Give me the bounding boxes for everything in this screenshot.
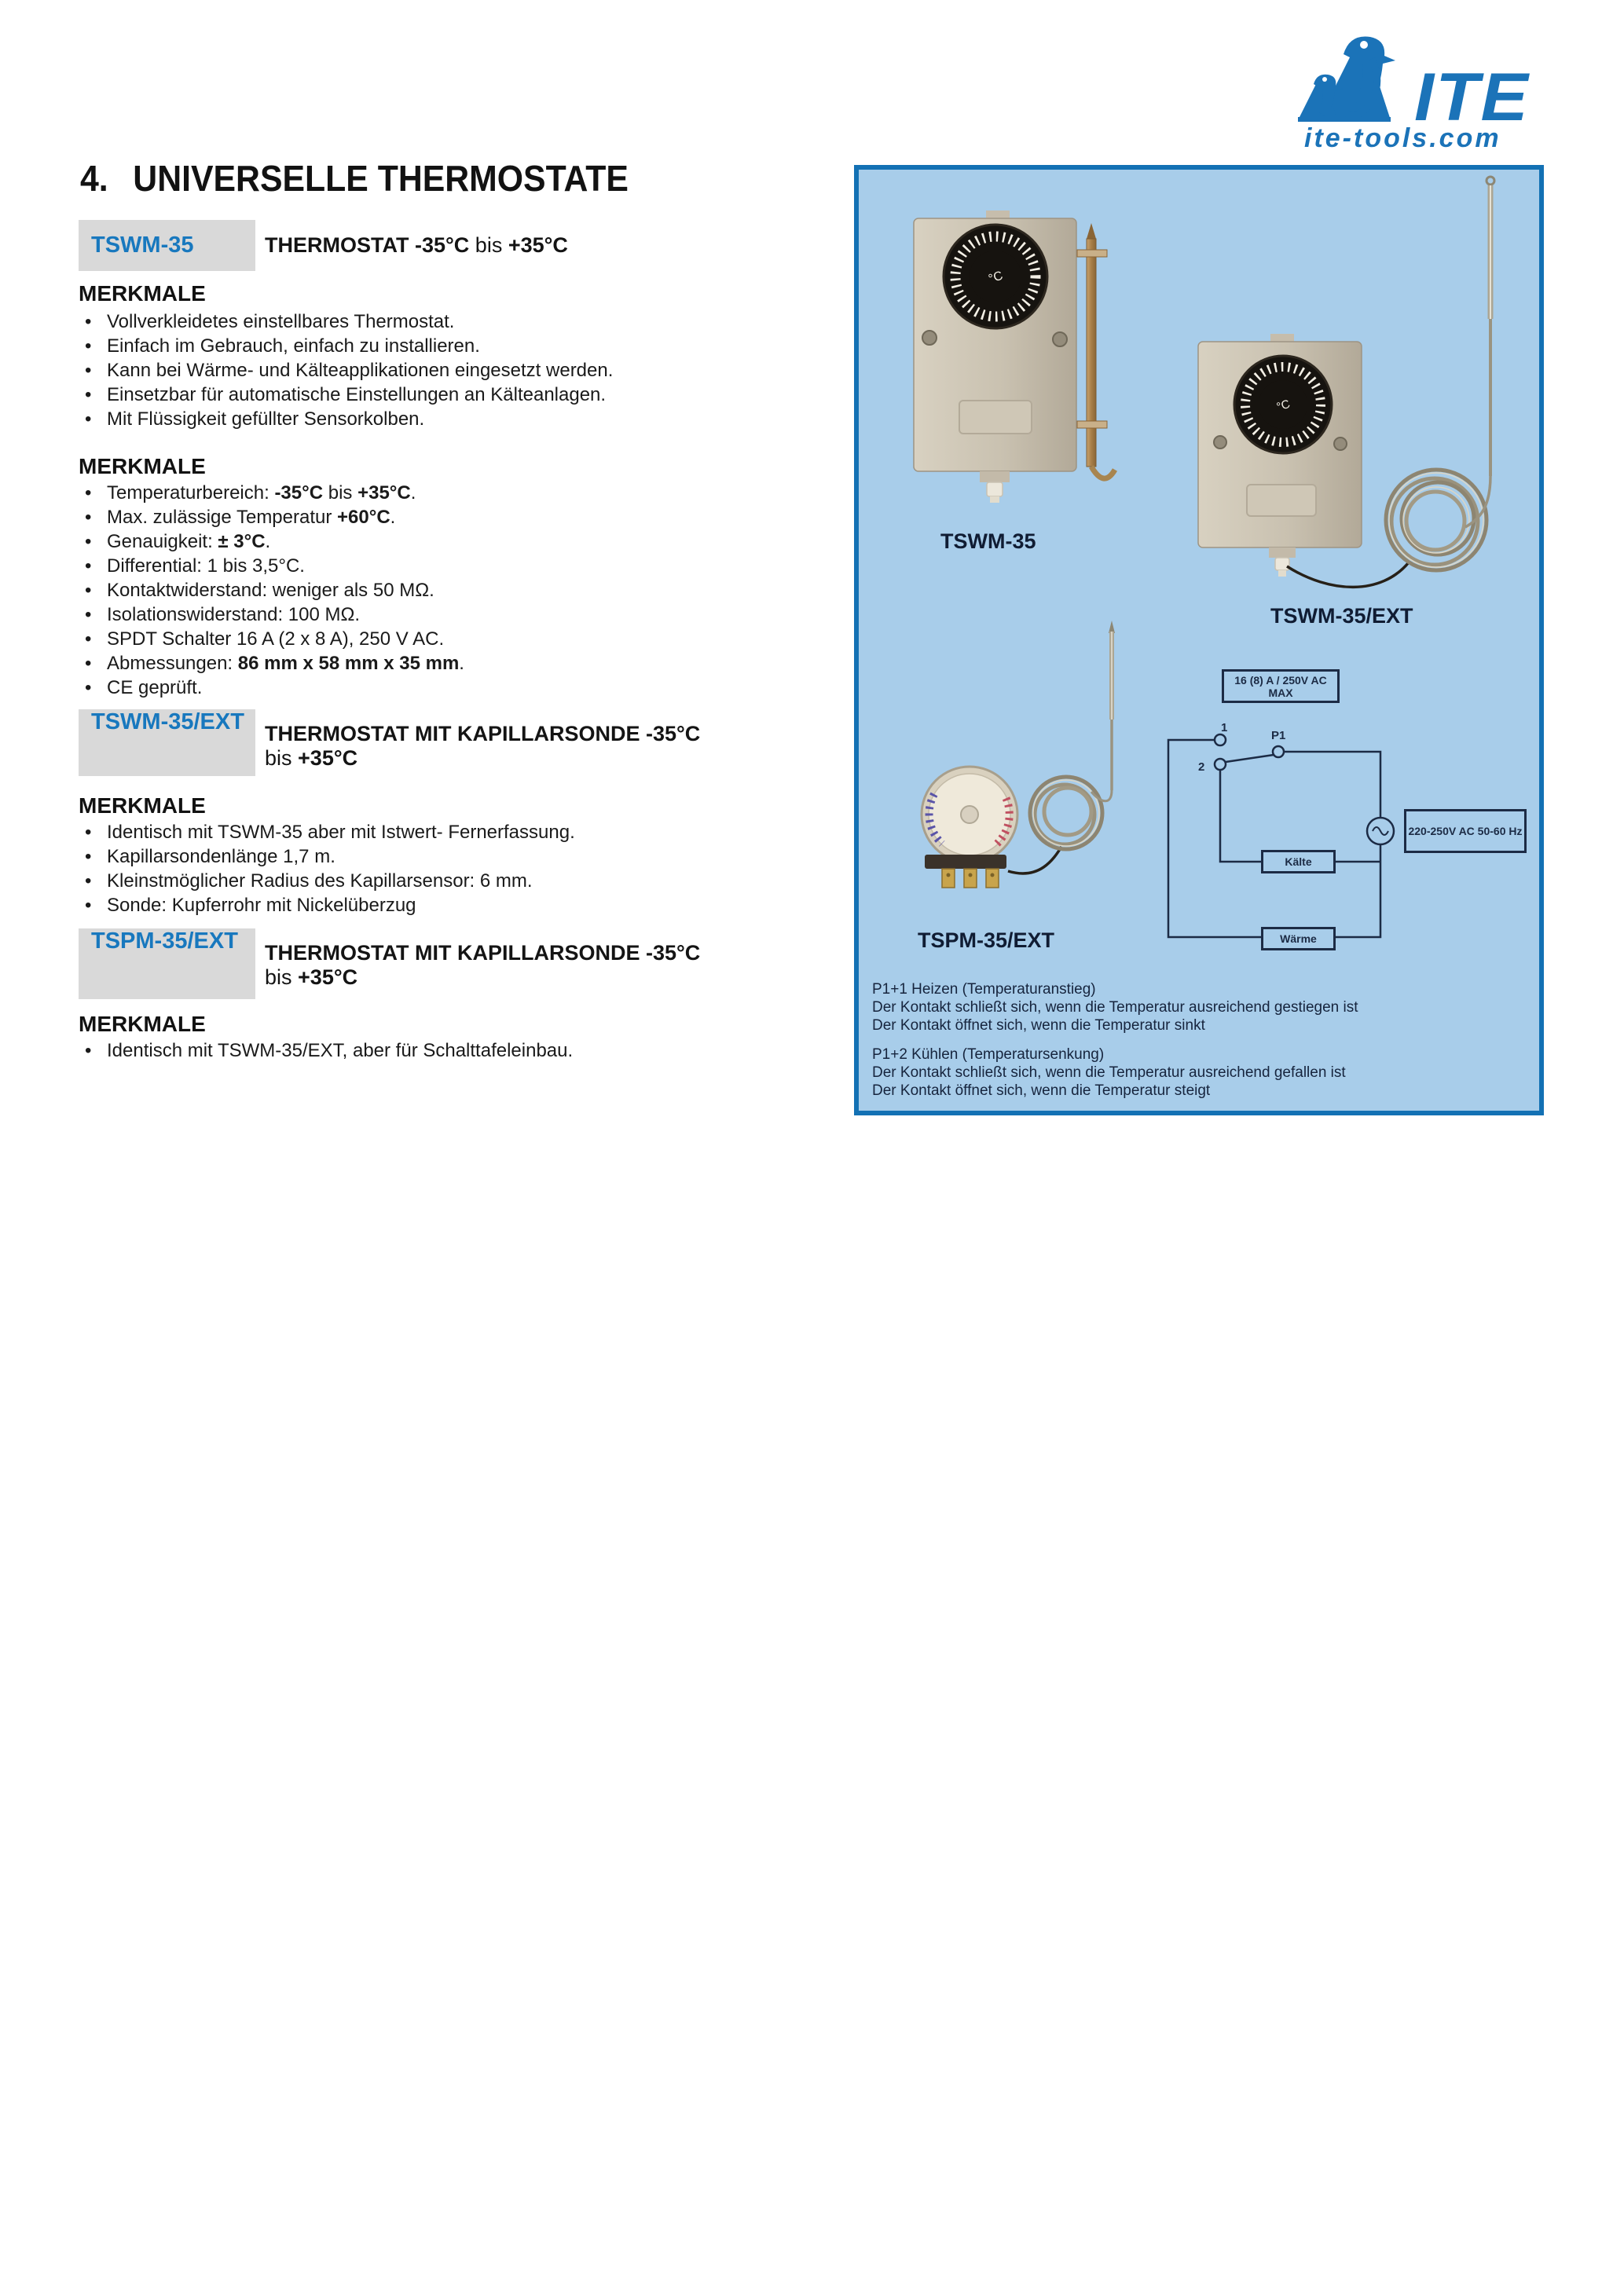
photo-label-tswm35ext: TSWM-35/EXT <box>1270 604 1413 628</box>
bullet-item: • SPDT Schalter 16 A (2 x 8 A), 250 V AC. <box>79 627 801 651</box>
screw-icon <box>1334 438 1347 450</box>
tswm35-dial <box>944 225 1047 328</box>
note-title: P1+2 Kühlen (Temperatursenkung) <box>872 1046 1105 1063</box>
terminal-p1-contact <box>1273 746 1284 757</box>
terminal-tab <box>986 869 999 888</box>
product-headline <box>265 709 768 776</box>
product-header-tswm35ext <box>79 709 768 776</box>
feature-list-tspm35ext <box>79 1038 801 1063</box>
diagram-cold-load-box: Kälte <box>1261 850 1336 873</box>
text-segment: THERMOSTAT -35°C <box>265 233 470 257</box>
text-segment: +35°C <box>508 233 568 257</box>
tspm35ext-capillary-coil <box>1030 777 1102 849</box>
terminal-tab <box>964 869 977 888</box>
text-segment: bis <box>265 746 299 770</box>
feature-list-tswm35-2 <box>79 481 801 700</box>
note-title: P1+1 Heizen (Temperaturanstieg) <box>872 981 1096 998</box>
product-code-box <box>79 220 255 271</box>
diagram-supply-box: 220-250V AC 50-60 Hz <box>1404 809 1527 853</box>
bullet-item: • Einfach im Gebrauch, einfach zu installieren. <box>79 334 801 358</box>
diagram-rating-box: 16 (8) A / 250V AC MAX <box>1222 669 1340 703</box>
bullet-item: • Abmessungen: 86 mm x 58 mm x 35 mm. <box>79 651 801 676</box>
feature-list-tswm35-1 <box>79 309 801 431</box>
bullet-item: • Kleinstmöglicher Radius des Kapillarsensor: 6 mm. <box>79 869 801 893</box>
product-code-box <box>79 709 255 776</box>
product-image-panel <box>854 165 1544 1115</box>
tswm35ext-capillary-coil <box>1386 470 1487 570</box>
tswm35-mounting-bracket <box>1077 223 1115 478</box>
note-line: Der Kontakt schließt sich, wenn die Temperatur ausreichend gefallen ist <box>872 1064 1346 1081</box>
terminal-tab <box>942 869 955 888</box>
bullet-item: • Kontaktwiderstand: weniger als 50 MΩ. <box>79 578 801 602</box>
merkmale-heading: MERKMALE <box>79 793 206 818</box>
svg-text:°C: °C <box>1274 397 1292 415</box>
tswm35ext-dial <box>1234 356 1332 453</box>
logo-brand-text: ITE <box>1414 60 1530 135</box>
svg-text:°C: °C <box>987 269 1005 287</box>
product-header-tspm35ext <box>79 928 768 999</box>
product-code: TSPM-35/EXT <box>91 928 238 954</box>
bullet-item: • Temperaturbereich: -35°C bis +35°C. <box>79 481 801 505</box>
section-title-text: UNIVERSELLE THERMOSTATE <box>133 158 629 199</box>
bullet-item: • Max. zulässige Temperatur +60°C. <box>79 505 801 529</box>
diagram-terminal-p1-label: P1 <box>1271 729 1286 742</box>
ite-logo <box>1296 27 1611 153</box>
bullet-item: • Differential: 1 bis 3,5°C. <box>79 554 801 578</box>
bullet-item: • Identisch mit TSWM-35/EXT, aber für Schalttafeleinbau. <box>79 1038 801 1063</box>
headline-line1 <box>265 722 768 746</box>
note-line: Der Kontakt öffnet sich, wenn die Temperatur sinkt <box>872 1017 1205 1034</box>
product-headline <box>265 233 768 258</box>
diagram-terminal-2-label: 2 <box>1198 760 1205 774</box>
bullet-item: • Einsetzbar für automatische Einstellungen an Kälteanlagen. <box>79 383 801 407</box>
merkmale-heading: MERKMALE <box>79 1012 206 1036</box>
text-segment: bis <box>469 233 508 257</box>
merkmale-heading: MERKMALE <box>79 454 206 478</box>
text-segment: bis <box>265 965 299 989</box>
product-code: TSWM-35 <box>91 233 194 258</box>
product-illustrations <box>859 170 1539 1111</box>
headline-line1 <box>265 941 768 965</box>
screw-icon <box>922 331 937 345</box>
headline-line2 <box>265 746 768 771</box>
bullet-item: • Kann bei Wärme- und Kälteapplikationen eingesetzt werden. <box>79 358 801 383</box>
note-line: Der Kontakt öffnet sich, wenn die Temperatur steigt <box>872 1082 1211 1099</box>
tspm35ext-probe <box>1091 621 1115 801</box>
tswm35ext-capillary-wire <box>1287 562 1409 587</box>
bullet-item: • Isolationswiderstand: 100 MΩ. <box>79 602 801 627</box>
note-heating <box>872 980 1524 1034</box>
diagram-notes <box>872 980 1524 1111</box>
terminal-1-contact <box>1215 734 1226 745</box>
tswm35-photo <box>914 211 1115 503</box>
product-header-tswm35 <box>79 220 768 271</box>
feature-list-tswm35ext <box>79 820 801 917</box>
diagram-heat-load-box: Wärme <box>1261 927 1336 950</box>
section-number: 4. <box>80 158 108 199</box>
diagram-terminal-1-label: 1 <box>1221 721 1228 734</box>
tspm35ext-photo <box>922 767 1017 888</box>
bullet-item: • Kapillarsondenlänge 1,7 m. <box>79 844 801 869</box>
bullet-item: • Identisch mit TSWM-35 aber mit Istwert- Fernerfassung. <box>79 820 801 844</box>
text-segment: +35°C <box>298 965 358 989</box>
page-title <box>80 157 629 200</box>
product-code: TSWM-35/EXT <box>91 709 244 734</box>
bullet-item: • Mit Flüssigkeit gefüllter Sensorkolben. <box>79 407 801 431</box>
terminal-2-contact <box>1215 759 1226 770</box>
tswm35ext-probe <box>1465 177 1494 527</box>
penguins-icon <box>1296 27 1422 126</box>
note-line: Der Kontakt schließt sich, wenn die Temperatur ausreichend gestiegen ist <box>872 999 1358 1016</box>
photo-label-tswm35: TSWM-35 <box>940 529 1036 553</box>
text-segment: +35°C <box>298 746 358 770</box>
text-segment: THERMOSTAT MIT KAPILLARSONDE -35°C <box>265 941 701 965</box>
merkmale-heading: MERKMALE <box>79 281 206 306</box>
text-segment: THERMOSTAT MIT KAPILLARSONDE -35°C <box>265 722 701 745</box>
bullet-item: • Genauigkeit: ± 3°C. <box>79 529 801 554</box>
bullet-item: • CE geprüft. <box>79 676 801 700</box>
screw-icon <box>1214 436 1226 449</box>
bullet-item: • Vollverkleidetes einstellbares Thermostat. <box>79 309 801 334</box>
screw-icon <box>1053 332 1067 346</box>
bullet-item: • Sonde: Kupferrohr mit Nickelüberzug <box>79 893 801 917</box>
tswm35ext-photo <box>1198 334 1362 577</box>
product-code-box <box>79 928 255 999</box>
logo-domain-text: ite-tools.com <box>1304 123 1501 153</box>
tspm35ext-capillary-wire <box>1008 847 1061 873</box>
headline-line2 <box>265 965 768 990</box>
note-cooling <box>872 1045 1524 1100</box>
photo-label-tspm35ext: TSPM-35/EXT <box>918 928 1055 952</box>
product-headline <box>265 928 768 999</box>
